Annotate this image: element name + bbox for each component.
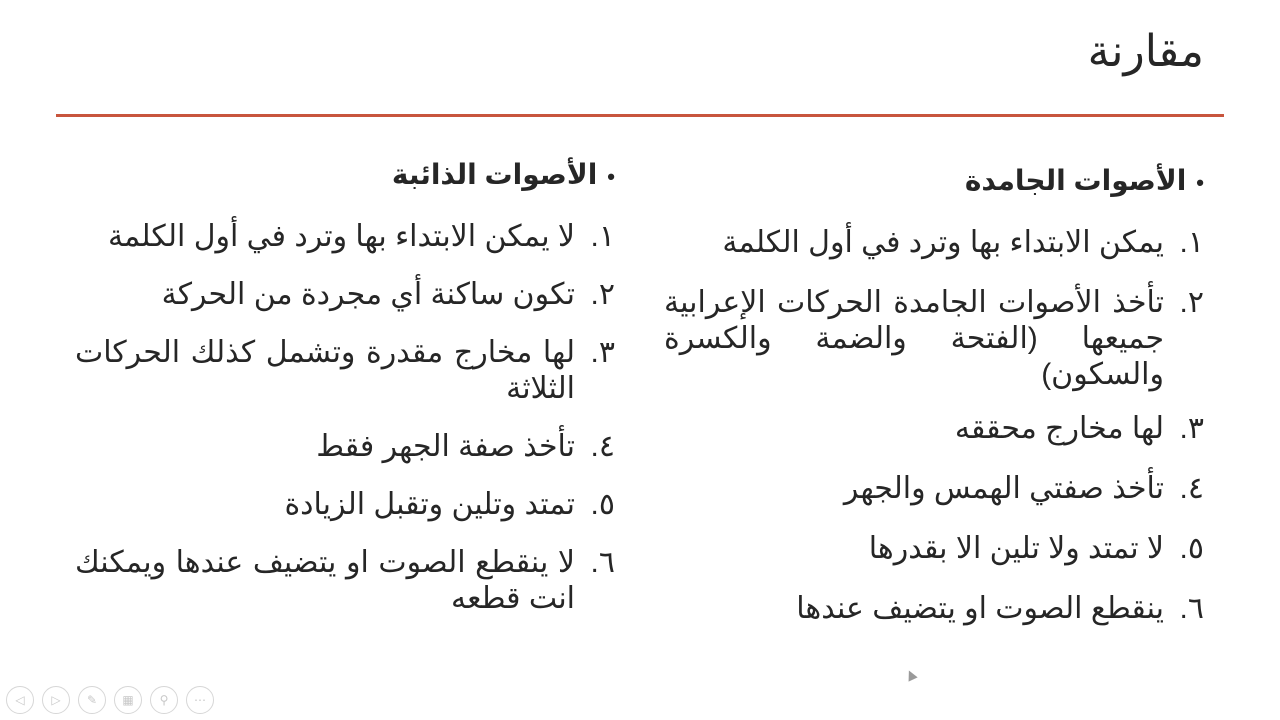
list-item (664, 471, 1204, 507)
list-item-number: ٣. (1179, 412, 1204, 445)
list-item-number: ٥. (590, 488, 615, 521)
left-column-list (75, 219, 615, 617)
bullet-icon: • (1196, 170, 1204, 195)
list-item-text: يمكن الابتداء بها وترد في أول الكلمة (722, 226, 1164, 259)
list-item-number: ٥. (1179, 532, 1204, 565)
right-column (664, 164, 1204, 651)
list-item (75, 429, 615, 465)
list-item-number: ٦. (590, 546, 615, 579)
list-item (75, 335, 615, 407)
list-item-text: تمتد وتلين وتقبل الزيادة (284, 488, 575, 521)
list-item-text: تأخذ صفة الجهر فقط (316, 430, 575, 463)
list-item (75, 219, 615, 255)
list-item-number: ٣. (590, 336, 615, 369)
pen-icon[interactable]: ✎ (78, 686, 106, 714)
list-item-number: ٦. (1179, 592, 1204, 625)
left-heading-text: الأصوات الذائبة (391, 159, 598, 190)
right-column-heading (664, 164, 1204, 197)
bullet-icon: • (607, 164, 615, 189)
list-item (664, 285, 1204, 393)
list-item (75, 487, 615, 523)
list-item (664, 591, 1204, 627)
left-column-heading (75, 158, 615, 191)
title-divider (56, 114, 1224, 117)
list-item-text: لها مخارج محققه (954, 412, 1164, 445)
list-item (664, 225, 1204, 261)
list-item-number: ٢. (1179, 286, 1204, 319)
list-item-number: ٢. (590, 278, 615, 311)
more-icon[interactable]: ⋯ (186, 686, 214, 714)
list-item-text: لا تمتد ولا تلين الا بقدرها (868, 532, 1164, 565)
list-item (664, 411, 1204, 447)
list-item-number: ٤. (590, 430, 615, 463)
zoom-icon[interactable]: ⚲ (150, 686, 178, 714)
list-item (75, 545, 615, 617)
list-item-text: تكون ساكنة أي مجردة من الحركة (161, 278, 575, 311)
slides-icon[interactable]: ▦ (114, 686, 142, 714)
list-item-text: ينقطع الصوت او يتضيف عندها (796, 592, 1164, 625)
next-icon[interactable]: ▷ (42, 686, 70, 714)
presentation-toolbar (6, 686, 214, 714)
list-item-number: ١. (1179, 226, 1204, 259)
mouse-cursor-icon (904, 668, 917, 681)
list-item (75, 277, 615, 313)
list-item-text: تأخذ الأصوات الجامدة الحركات الإعرابية جميعها (الفتحة والضمة والكسرة والسكون) (664, 286, 1164, 391)
list-item-text: تأخذ صفتي الهمس والجهر (843, 472, 1164, 505)
list-item-number: ٤. (1179, 472, 1204, 505)
left-column (75, 158, 615, 639)
slide-title: مقارنة (1087, 27, 1204, 76)
right-heading-text: الأصوات الجامدة (964, 165, 1187, 196)
list-item (664, 531, 1204, 567)
list-item-number: ١. (590, 220, 615, 253)
right-column-list (664, 225, 1204, 627)
list-item-text: لها مخارج مقدرة وتشمل كذلك الحركات الثلاثة (75, 336, 575, 405)
list-item-text: لا ينقطع الصوت او يتضيف عندها ويمكنك انت قطعه (75, 546, 575, 615)
prev-icon[interactable]: ◁ (6, 686, 34, 714)
list-item-text: لا يمكن الابتداء بها وترد في أول الكلمة (107, 220, 575, 253)
